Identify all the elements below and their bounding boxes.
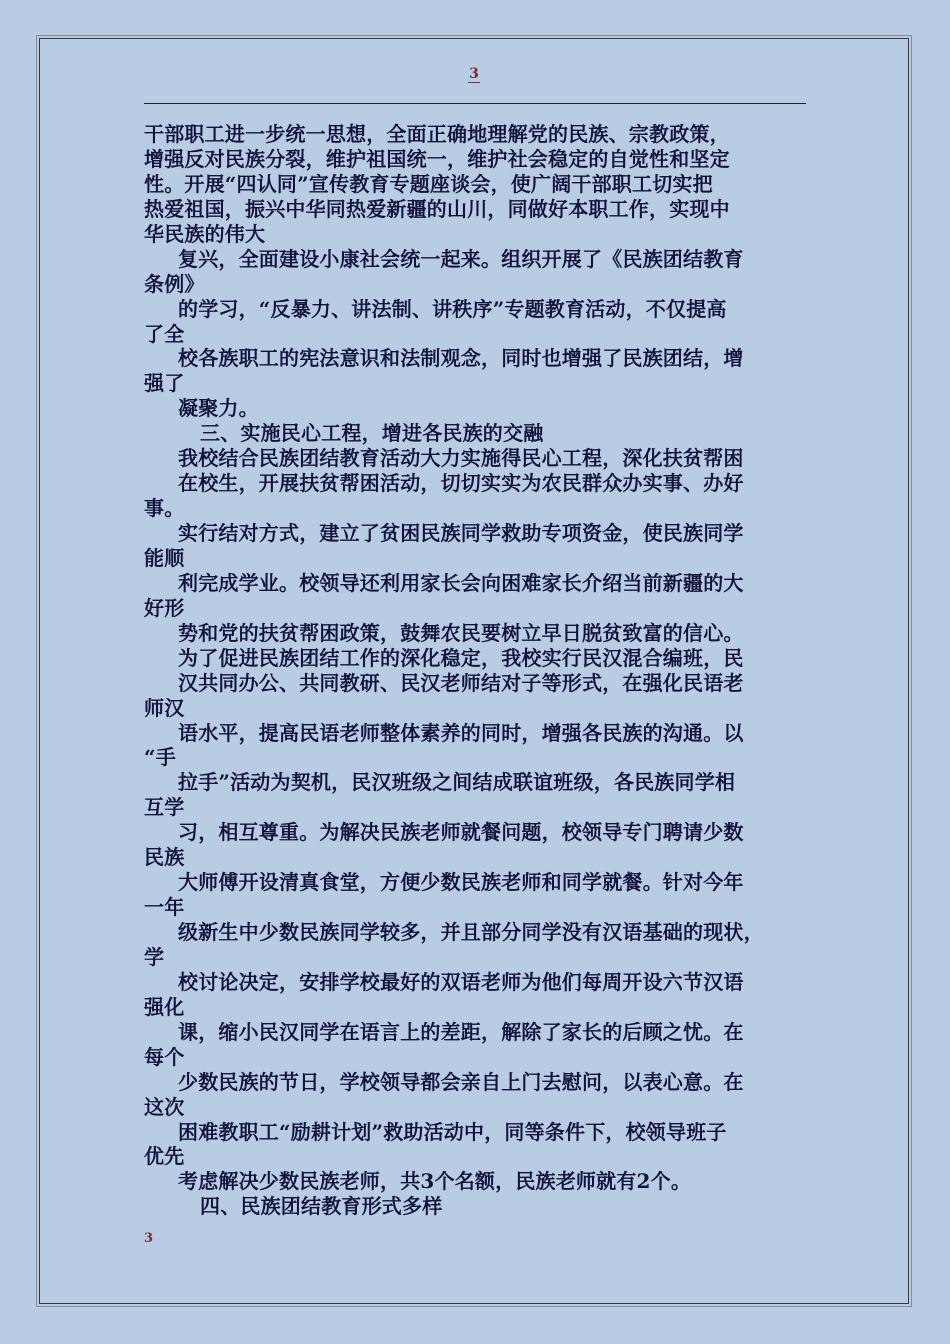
text-line: 势和党的扶贫帮困政策，鼓舞农民要树立早日脱贫致富的信心。 bbox=[178, 620, 744, 645]
footer-page-number: 3 bbox=[144, 1231, 154, 1246]
text-line: 强了 bbox=[144, 371, 185, 396]
text-line: 复兴，全面建设小康社会统一起来。组织开展了《民族团结教育 bbox=[178, 246, 744, 271]
text-line: 大师傅开设清真食堂，方便少数民族老师和同学就餐。针对今年 bbox=[178, 870, 744, 895]
text-line: 互学 bbox=[144, 795, 185, 820]
text-line: 增强反对民族分裂，维护祖国统一，维护社会稳定的自觉性和坚定 bbox=[144, 146, 730, 171]
section-heading: 四、民族团结教育形式多样 bbox=[200, 1194, 443, 1219]
text-line: 困难教职工“励耕计划”救助活动中，同等条件下，校领导班子 bbox=[178, 1119, 727, 1144]
text-line: 优先 bbox=[144, 1144, 185, 1169]
header-page-number: 3 bbox=[469, 66, 479, 82]
text-line: 民族 bbox=[144, 845, 185, 870]
text-line: 拉手”活动为契机，民汉班级之间结成联谊班级，各民族同学相 bbox=[178, 770, 736, 795]
text-line: 的学习，“反暴力、讲法制、讲秩序”专题教育活动，不仅提高 bbox=[178, 296, 727, 321]
text-line: 性。开展“四认同”宣传教育专题座谈会，使广阔干部职工切实把 bbox=[144, 171, 713, 196]
document-page bbox=[39, 38, 909, 1304]
text-line: 了全 bbox=[144, 321, 185, 346]
text-line: 少数民族的节日，学校领导都会亲自上门去慰问，以表心意。在 bbox=[178, 1069, 744, 1094]
text-line: 这次 bbox=[144, 1094, 185, 1119]
header-rule bbox=[144, 103, 806, 104]
text-line: 课，缩小民汉同学在语言上的差距，解除了家长的后顾之忧。在 bbox=[178, 1019, 744, 1044]
text-line: 每个 bbox=[144, 1044, 185, 1069]
text-line: 考虑解决少数民族老师，共3个名额，民族老师就有2个。 bbox=[178, 1169, 692, 1194]
text-line: 习，相互尊重。为解决民族老师就餐问题，校领导专门聘请少数 bbox=[178, 820, 744, 845]
text-line: 为了促进民族团结工作的深化稳定，我校实行民汉混合编班，民 bbox=[178, 645, 744, 670]
text-line: 华民族的伟大 bbox=[144, 221, 266, 246]
text-line: 好形 bbox=[144, 595, 185, 620]
text-line: 学 bbox=[144, 944, 165, 969]
text-line: 师汉 bbox=[144, 695, 185, 720]
body-text bbox=[144, 122, 824, 1219]
text-line: 热爱祖国，振兴中华同热爱新疆的山川，同做好本职工作，实现中 bbox=[144, 196, 730, 221]
text-line: 一年 bbox=[144, 895, 185, 920]
text-line: 我校结合民族团结教育活动大力实施得民心工程，深化扶贫帮困 bbox=[178, 446, 744, 471]
text-line: 语水平，提高民语老师整体素养的同时，增强各民族的沟通。以 bbox=[178, 720, 744, 745]
text-line: 强化 bbox=[144, 994, 185, 1019]
text-line: 干部职工进一步统一思想，全面正确地理解党的民族、宗教政策， bbox=[144, 122, 730, 146]
section-heading: 三、实施民心工程，增进各民族的交融 bbox=[200, 421, 544, 446]
text-line: 能顺 bbox=[144, 545, 185, 570]
text-line: “手 bbox=[144, 745, 176, 770]
text-line: 凝聚力。 bbox=[178, 396, 259, 421]
text-line: 利完成学业。校领导还利用家长会向困难家长介绍当前新疆的大 bbox=[178, 570, 744, 595]
text-line: 在校生，开展扶贫帮困活动，切切实实为农民群众办实事、办好 bbox=[178, 471, 744, 496]
text-line: 校各族职工的宪法意识和法制观念，同时也增强了民族团结，增 bbox=[178, 346, 744, 371]
text-line: 实行结对方式，建立了贫困民族同学救助专项资金，使民族同学 bbox=[178, 521, 744, 545]
text-line: 事。 bbox=[144, 496, 185, 521]
text-line: 条例》 bbox=[144, 271, 205, 296]
text-line: 汉共同办公、共同教研、民汉老师结对子等形式，在强化民语老 bbox=[178, 670, 744, 695]
text-line: 级新生中少数民族同学较多，并且部分同学没有汉语基础的现状， bbox=[178, 920, 764, 944]
text-line: 校讨论决定，安排学校最好的双语老师为他们每周开设六节汉语 bbox=[178, 969, 744, 994]
